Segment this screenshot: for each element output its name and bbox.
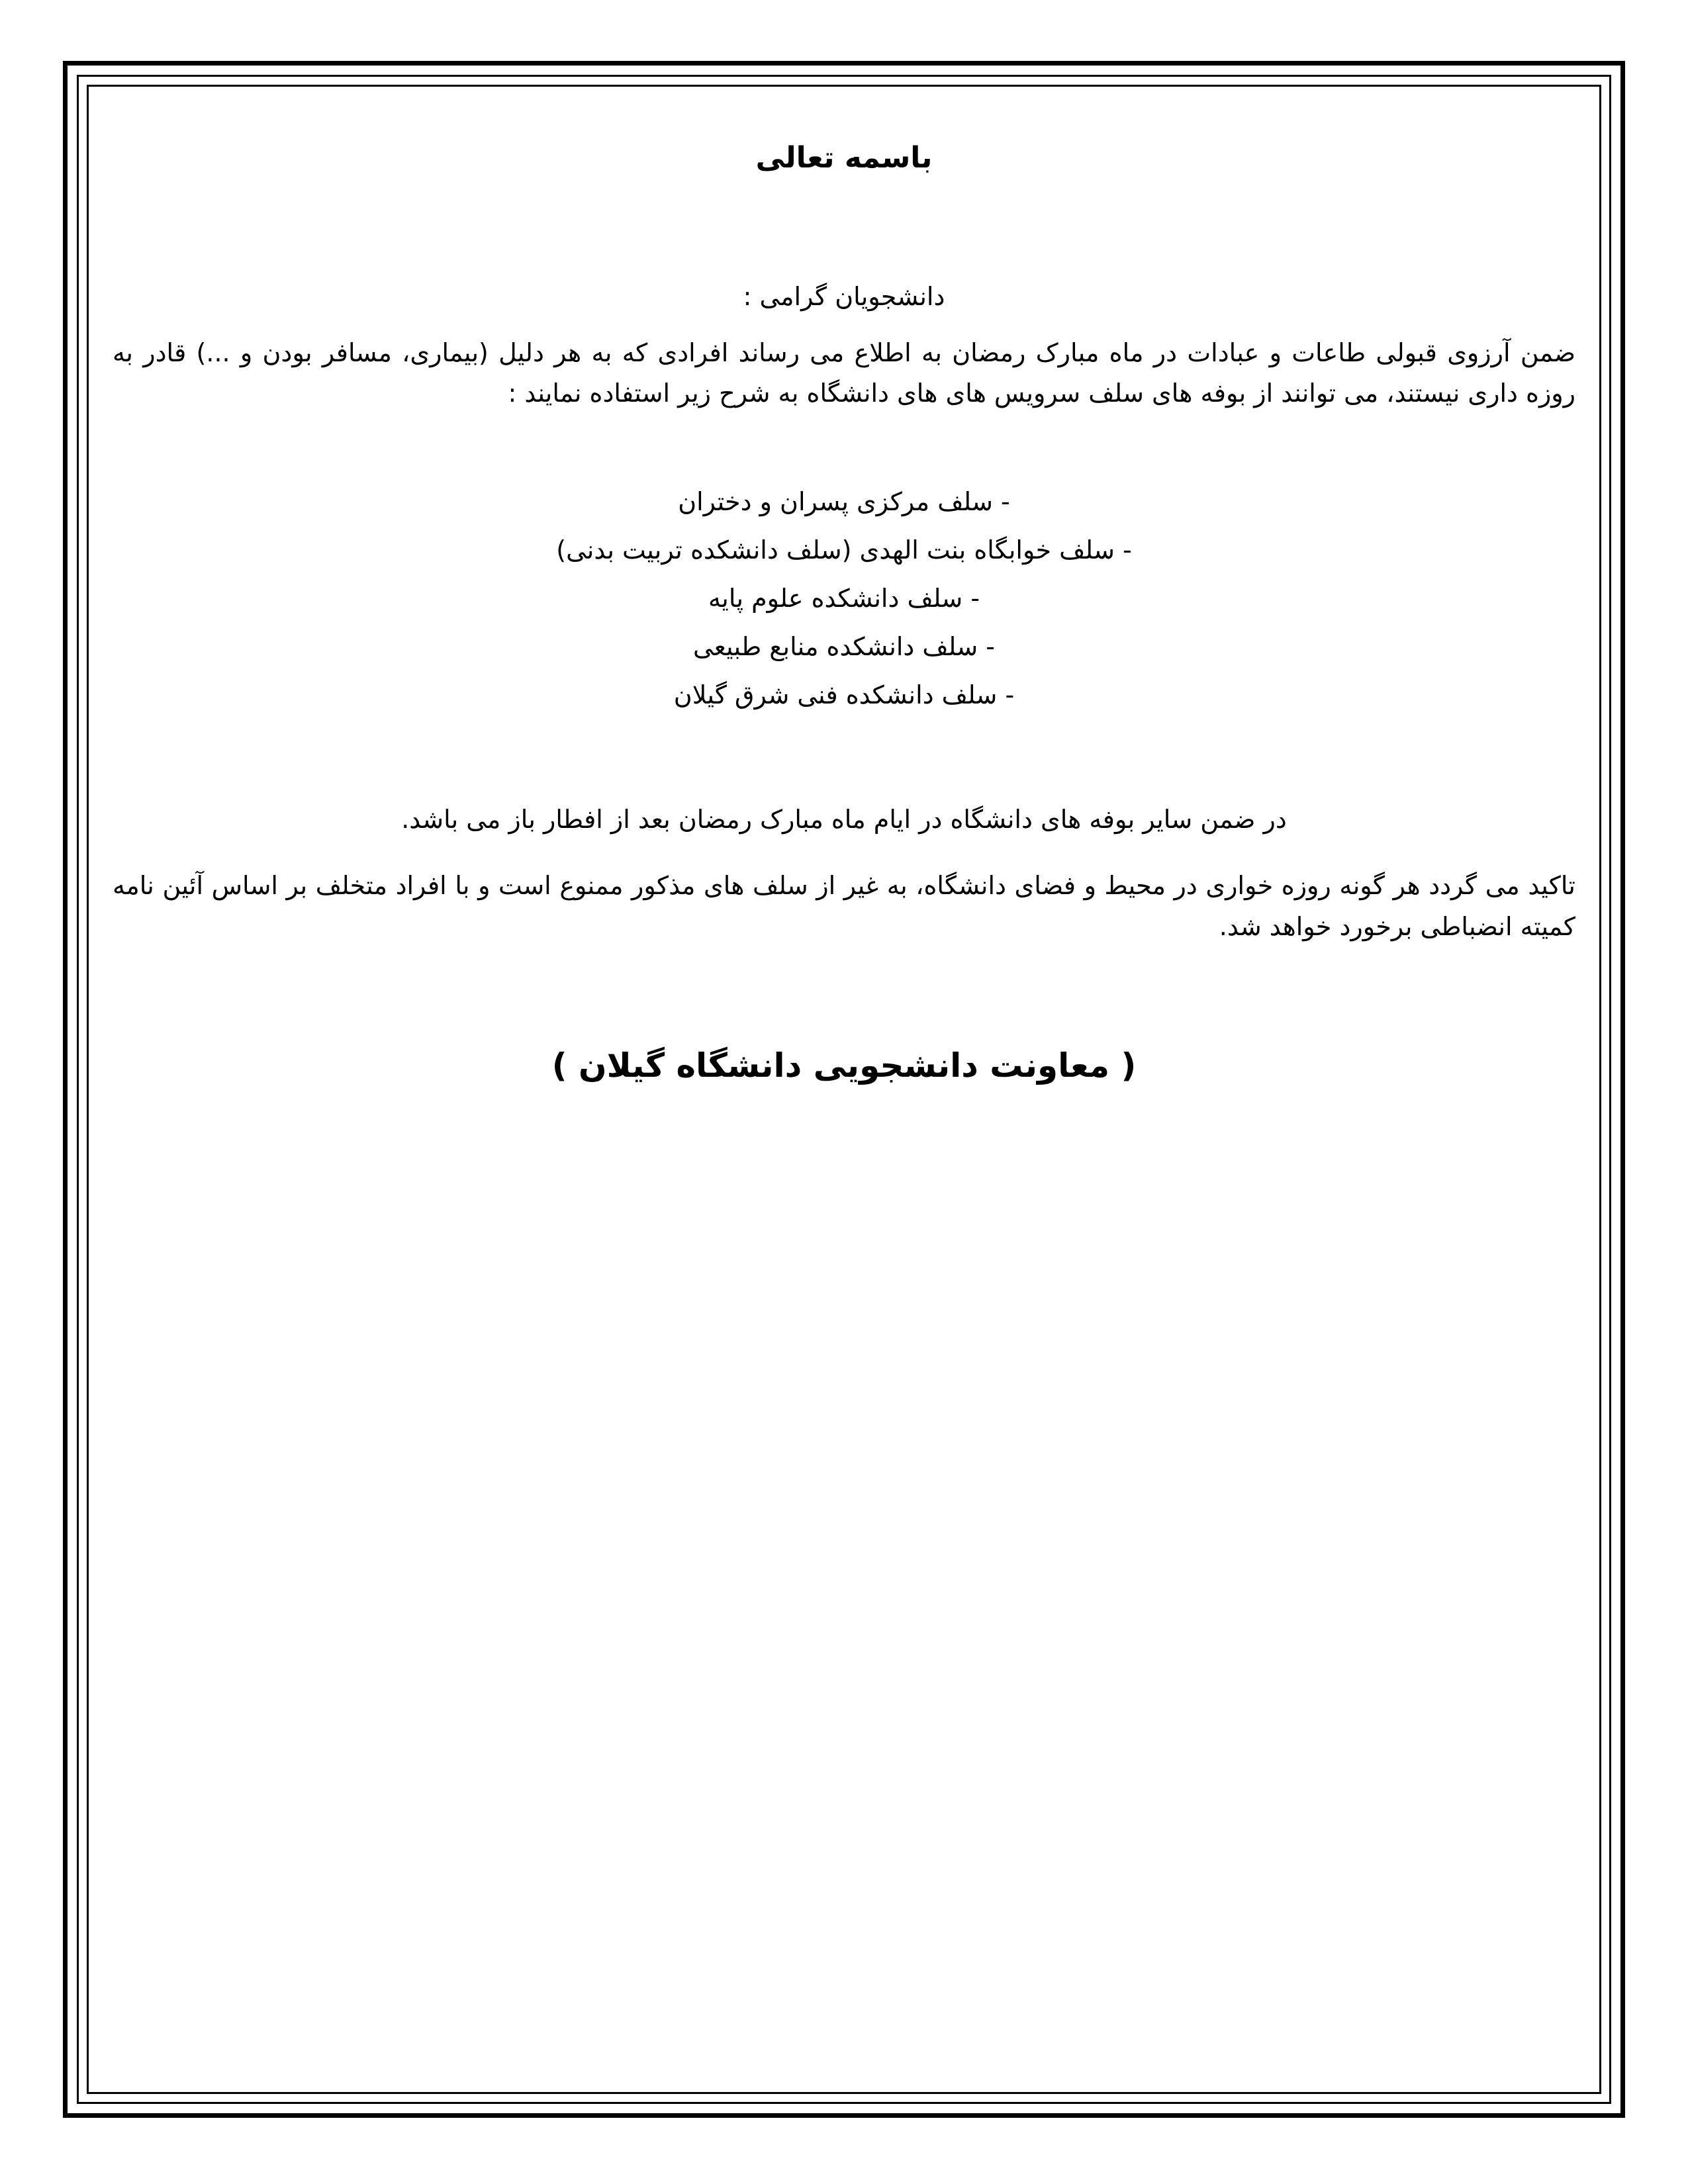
paragraph-intro: ضمن آرزوی قبولی طاعات و عبادات در ماه مبارک رمضان به اطلاع می رساند افرادی که به هر دلیل (بیماری، مسافر بودن و ...) قادر به روزه داری نیستند، می توانند از بوفه های سلف سرویس های های دانشگاه به شرح زیر استفاده نمایند : [113,338,1575,408]
salutation-line: دانشجویان گرامی : [743,281,945,311]
cafeteria-list [113,478,1575,719]
list-item: - سلف مرکزی پسران و دختران [678,486,1010,516]
basmala-heading: باسمه تعالی [755,141,933,175]
paragraph-buffet-hours: در ضمن سایر بوفه های دانشگاه در ایام ماه مبارک رمضان بعد از افطار باز می باشد. [401,805,1287,835]
spacer [113,719,1575,782]
signature-line: ( معاونت دانشجویی دانشگاه گیلان ) [551,1046,1137,1085]
list-item: - سلف دانشکده علوم پایه [708,583,980,613]
list-item: - سلف خوابگاه بنت الهدی (سلف دانشکده تربیت بدنی) [556,535,1132,565]
list-item: - سلف دانشکده فنی شرق گیلان [673,680,1015,709]
list-item: - سلف دانشکده منابع طبیعی [693,631,995,661]
document-content [113,99,1575,2085]
paragraph-warning: تاکید می گردد هر گونه روزه خواری در محیط و فضای دانشگاه، به غیر از سلف های مذکور ممنوع است و با افراد متخلف بر اساس آئین نامه کمیته انضباطی برخورد خواهد شد. [113,871,1575,941]
